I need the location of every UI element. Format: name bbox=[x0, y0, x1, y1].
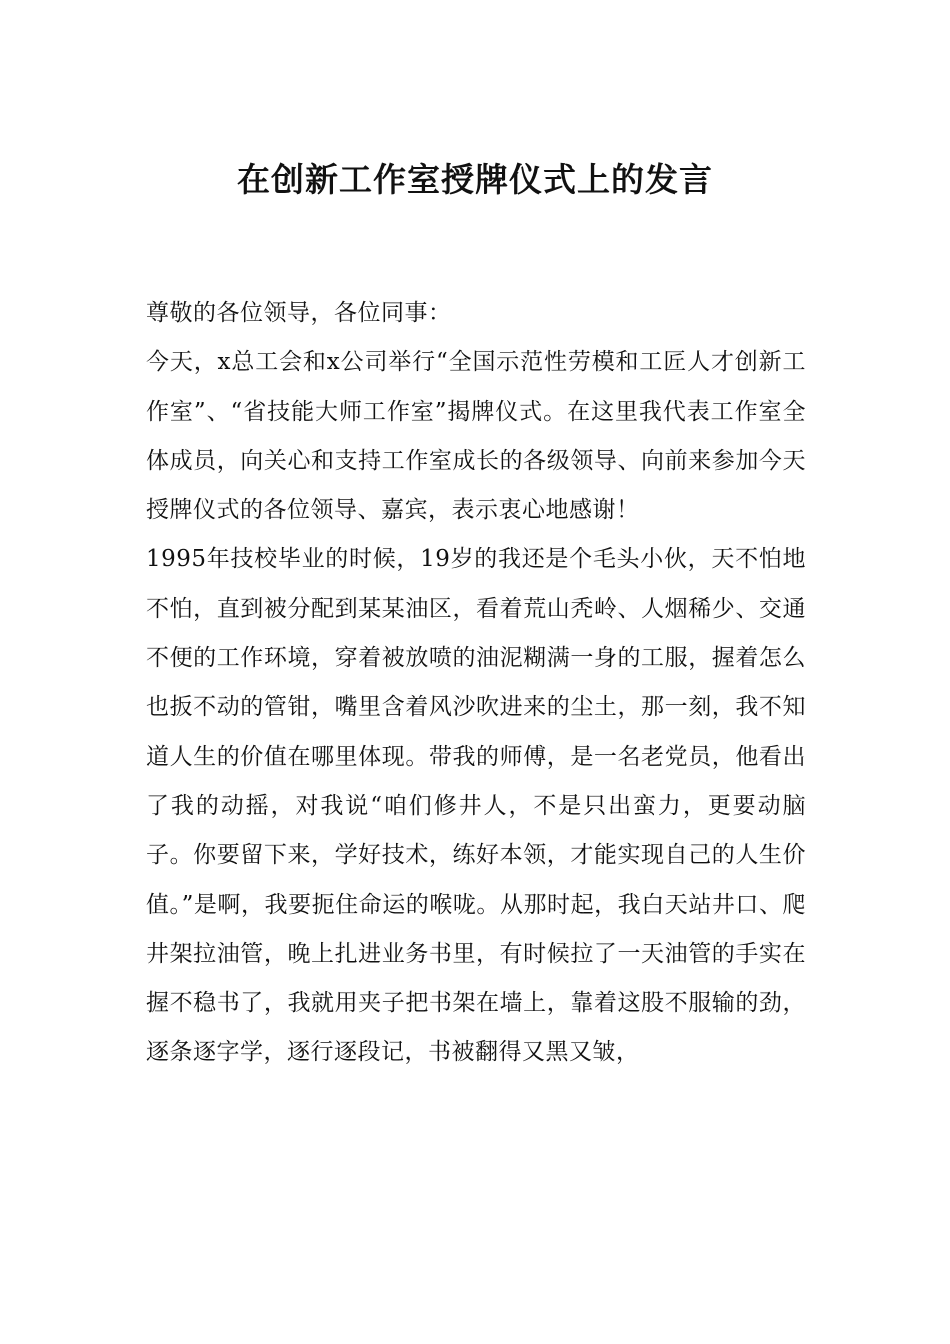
document-title: 在创新工作室授牌仪式上的发言 bbox=[237, 160, 713, 199]
salutation-paragraph: 尊敬的各位领导，各位同事： bbox=[146, 300, 452, 326]
opening-paragraph: 今天，x总工会和x公司举行“全国示范性劳模和工匠人才创新工作室”、“省技能大师工作室”揭牌仪式。在这里我代表工作室全体成员，向关心和支持工作室成长的各级领导、向前来参加今天授牌仪式的各位领导、嘉宾，表示衷心地感谢！ bbox=[146, 349, 806, 524]
document-body bbox=[146, 289, 806, 1078]
story-paragraph: 1995年技校毕业的时候，19岁的我还是个毛头小伙，天不怕地不怕，直到被分配到某某油区，看着荒山秃岭、人烟稀少、交通不便的工作环境，穿着被放喷的油泥糊满一身的工服，握着怎么也扳不动的管钳，嘴里含着风沙吹进来的尘土，那一刻，我不知道人生的价值在哪里体现。带我的师傅，是一名老党员，他看出了我的动摇，对我说“咱们修井人，不是只出蛮力，更要动脑子。你要留下来，学好技术，练好本领，才能实现自己的人生价值。”是啊，我要扼住命运的喉咙。从那时起，我白天站井口、爬井架拉油管，晚上扎进业务书里，有时候拉了一天油管的手实在握不稳书了，我就用夹子把书架在墙上，靠着这股不服输的劲，逐条逐字学，逐行逐段记，书被翻得又黑又皱， bbox=[146, 546, 806, 1066]
